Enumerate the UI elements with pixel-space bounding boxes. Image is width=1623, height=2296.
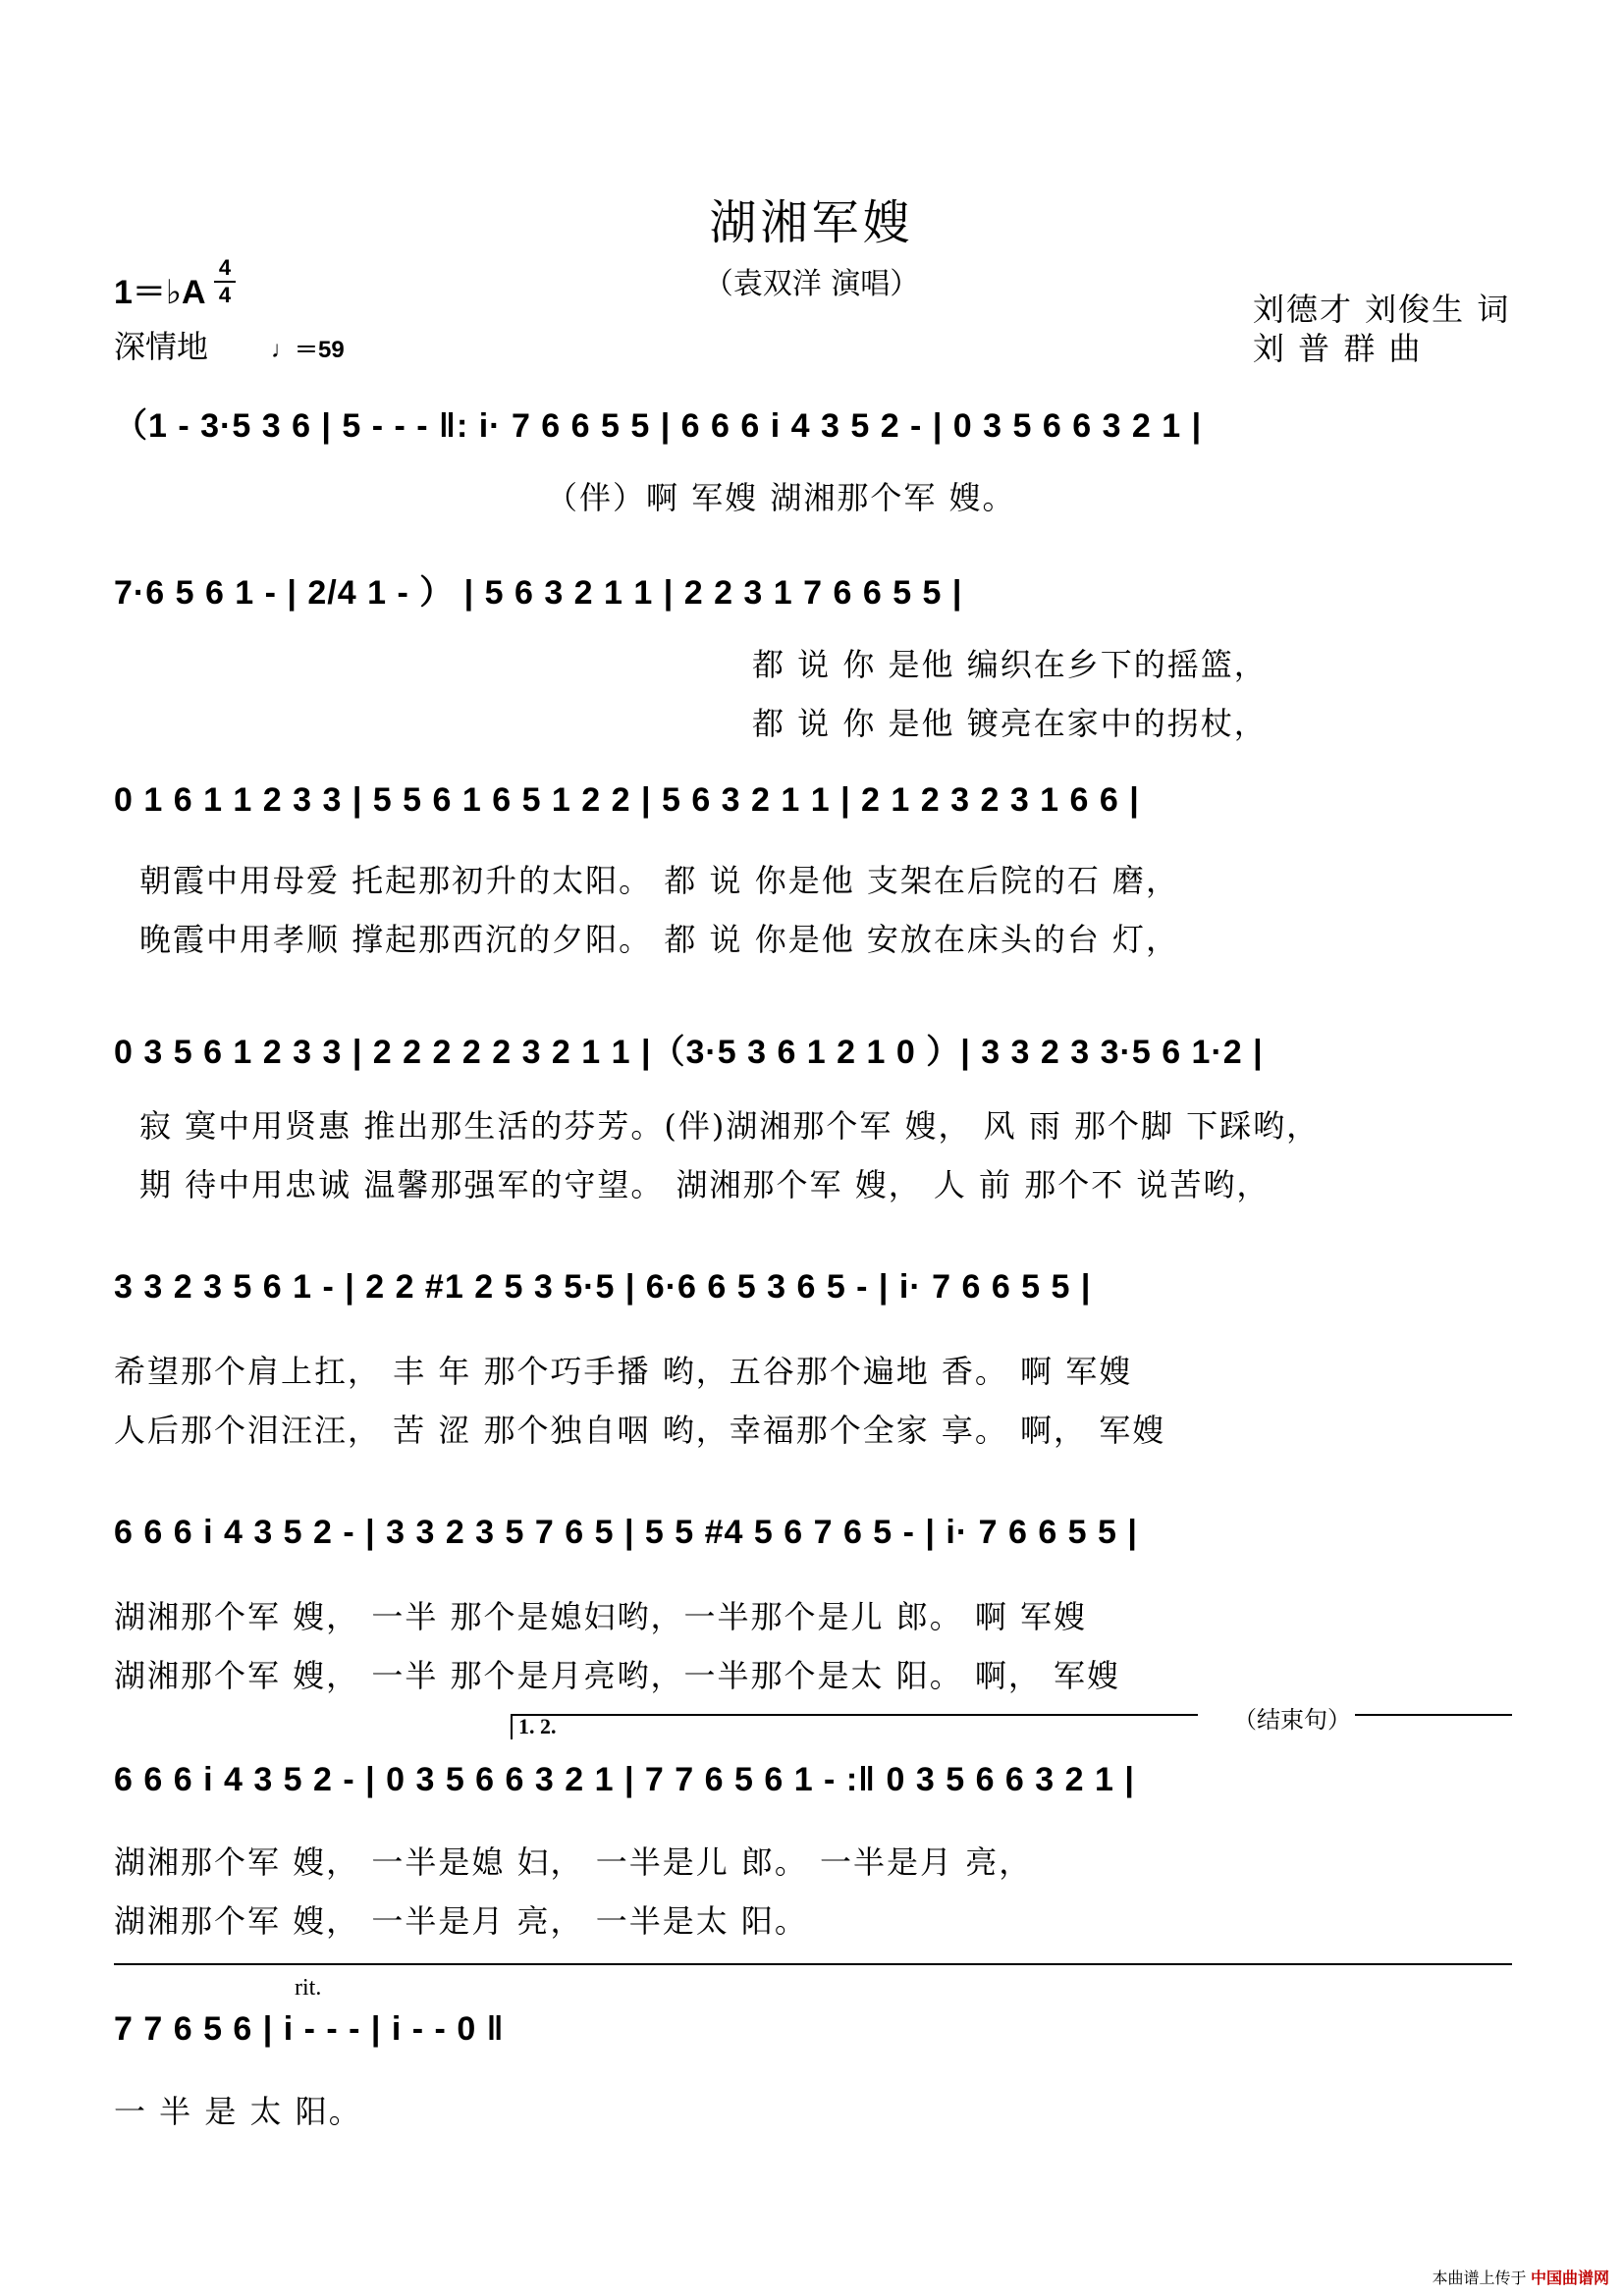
lyric-line-5-1: 希望那个肩上扛， 丰 年 那个巧手播 哟，五谷那个遍地 香。 啊 军嫂	[114, 1353, 1133, 1390]
lyric-line-5-2: 人后那个泪汪汪， 苦 涩 那个独自咽 哟，幸福那个全家 享。 啊， 军嫂	[114, 1412, 1166, 1449]
lyric-line-4-1: 寂 寞中用贤惠 推出那生活的芬芳。(伴)湖湘那个军 嫂， 风 雨 那个脚 下踩哟，	[139, 1107, 1321, 1145]
lyric-line-6-1: 湖湘那个军 嫂， 一半 那个是媳妇哟，一半那个是儿 郎。 啊 军嫂	[114, 1598, 1088, 1635]
lyric-line-2-1: 都 说 你 是他 编织在乡下的摇篮，	[752, 646, 1268, 683]
lyric-line-8-1: 一 半 是 太 阳。	[114, 2093, 362, 2130]
notation-line-3: 0 1 6 1 1 2 3 3 | 5 5 6 1 6 5 1 2 2 | 5 6 3 2 1 1 | 2 1 2 3 2 3 1 6 6 |	[114, 781, 1140, 819]
notation-line-2: 7·6 5 6 1 - | 2/4 1 - ） | 5 6 3 2 1 1 | 2 2 3 1 7 6 6 5 5 |	[114, 574, 963, 612]
final-system-bracket	[114, 1963, 1512, 1965]
volta-bracket-hook	[511, 1714, 513, 1739]
notation-line-6: 6 6 6 i 4 3 5 2 - | 3 3 2 3 5 7 6 5 | 5 5 #4 5 6 7 6 5 - | i· 7 6 6 5 5 |	[114, 1514, 1138, 1551]
composer-credit: 刘 普 群 曲	[1253, 330, 1423, 367]
lyric-line-3-1: 朝霞中用母爱 托起那初升的太阳。 都 说 你是他 支架在后院的石 磨，	[139, 862, 1180, 899]
volta-bracket-line	[511, 1714, 1198, 1716]
lyric-line-6-2: 湖湘那个军 嫂， 一半 那个是月亮哟，一半那个是太 阳。 啊， 军嫂	[114, 1657, 1121, 1694]
ending-label: （结束句）	[1233, 1708, 1351, 1734]
lyric-line-7-2: 湖湘那个军 嫂， 一半是月 亮， 一半是太 阳。	[114, 1902, 808, 1940]
expression-marking: 深情地	[114, 328, 209, 365]
performer-subtitle: （袁双洋 演唱）	[703, 267, 920, 301]
notation-line-4: 0 3 5 6 1 2 3 3 | 2 2 2 2 2 3 2 1 1 |（3·5 3 6 1 2 1 0 ）| 3 3 2 3 3·5 6 1·2 |	[114, 1034, 1264, 1071]
notation-line-8: 7 7 6 5 6 | i - - - | i - - 0 ‖	[114, 2010, 505, 2048]
ritardando-marking: rit.	[295, 1975, 322, 2001]
notation-line-1: （1 - 3·5 3 6 | 5 - - - ‖: i· 7 6 6 5 5 | 6 6 6 i 4 3 5 2 - | 0 3 5 6 6 3 2 1 |	[114, 407, 1203, 445]
lyric-line-1-1: （伴）啊 军嫂 湖湘那个军 嫂。	[546, 479, 1016, 516]
footer-brand-logo: 中国曲谱网	[1530, 2270, 1609, 2287]
notation-line-5: 3 3 2 3 5 6 1 - | 2 2 #1 2 5 3 5·5 | 6·6 6 5 3 6 5 - | i· 7 6 6 5 5 |	[114, 1268, 1092, 1306]
time-signature-top: 4	[218, 255, 232, 280]
ending-bracket-line	[1355, 1714, 1512, 1716]
footer-watermark	[1433, 2266, 1609, 2288]
lyric-line-2-2: 都 说 你 是他 镀亮在家中的拐杖，	[752, 705, 1268, 742]
notation-line-7: 6 6 6 i 4 3 5 2 - | 0 3 5 6 6 3 2 1 | 7 7 6 5 6 1 - :‖ 0 3 5 6 6 3 2 1 |	[114, 1761, 1135, 1798]
lyricist-credit: 刘德才 刘俊生 词	[1253, 291, 1511, 328]
time-signature	[214, 255, 236, 308]
song-title: 湖湘军嫂	[709, 195, 914, 250]
lyric-line-4-2: 期 待中用忠诚 温馨那强军的守望。 湖湘那个军 嫂， 人 前 那个不 说苦哟，	[139, 1166, 1271, 1203]
tempo-marking: ♩＝59	[271, 337, 345, 363]
lyric-line-7-1: 湖湘那个军 嫂， 一半是媳 妇， 一半是儿 郎。 一半是月 亮，	[114, 1843, 1033, 1881]
time-signature-bottom: 4	[214, 281, 236, 308]
footer-prefix: 本曲谱上传于	[1432, 2270, 1527, 2287]
lyric-line-3-2: 晚霞中用孝顺 撑起那西沉的夕阳。 都 说 你是他 安放在床头的台 灯，	[139, 921, 1180, 958]
volta-number: 1. 2.	[518, 1714, 557, 1738]
key-signature: 1＝♭A	[114, 274, 206, 311]
